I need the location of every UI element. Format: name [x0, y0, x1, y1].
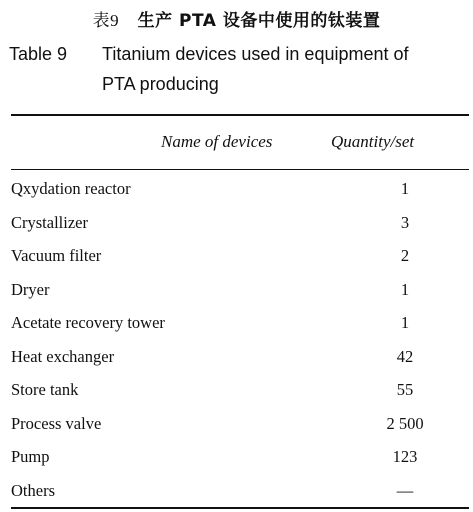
table-title-en-line1: Titanium devices used in equipment of — [102, 44, 409, 64]
table-bottom-rule — [11, 507, 469, 509]
table-row — [11, 440, 469, 474]
table-row — [11, 239, 469, 273]
table-caption-chinese — [0, 6, 473, 31]
device-name-cell: Store tank — [11, 380, 79, 399]
table-title-en-line2: PTA producing — [102, 74, 219, 94]
table-row — [11, 206, 469, 240]
device-name-cell: Dryer — [11, 279, 50, 299]
table-top-rule — [11, 114, 469, 116]
quantity-cell: 42 — [396, 346, 414, 366]
table-row — [11, 172, 469, 206]
quantity-cell: 123 — [392, 447, 418, 466]
table-caption-english — [9, 39, 469, 99]
device-name-cell: Crystallizer — [11, 212, 88, 232]
device-name-cell: Heat exchanger — [11, 346, 115, 366]
table-row — [11, 474, 469, 508]
quantity-cell: 1 — [400, 313, 410, 332]
table-row — [11, 407, 469, 441]
device-name-cell: Acetate recovery tower — [11, 313, 165, 332]
quantity-cell: 55 — [396, 380, 414, 399]
quantity-cell: 2 — [400, 246, 410, 265]
device-name-cell: Process valve — [11, 413, 102, 433]
table-body — [11, 172, 469, 507]
table-header-rule — [11, 169, 469, 170]
device-name-cell: Vacuum filter — [11, 246, 102, 265]
table-row — [11, 340, 469, 374]
table-row — [11, 306, 469, 340]
device-name-cell: Others — [11, 480, 55, 500]
quantity-cell: 3 — [400, 212, 410, 232]
table-row — [11, 273, 469, 307]
table-number-en: Table 9 — [9, 44, 68, 64]
quantity-cell: 1 — [400, 179, 410, 198]
quantity-cell: 2 500 — [386, 413, 424, 433]
table-title-cn: 生产 PTA 设备中使用的钛装置 — [137, 11, 381, 31]
header-name-of-devices: Name of devices — [161, 132, 273, 151]
device-name-cell: Qxydation reactor — [11, 179, 131, 198]
table-number-cn: 表9 — [92, 11, 120, 30]
header-quantity: Quantity/set — [331, 132, 415, 151]
table-row — [11, 373, 469, 407]
quantity-cell: — — [396, 480, 414, 500]
device-name-cell: Pump — [11, 447, 50, 466]
quantity-cell: 1 — [400, 279, 410, 299]
